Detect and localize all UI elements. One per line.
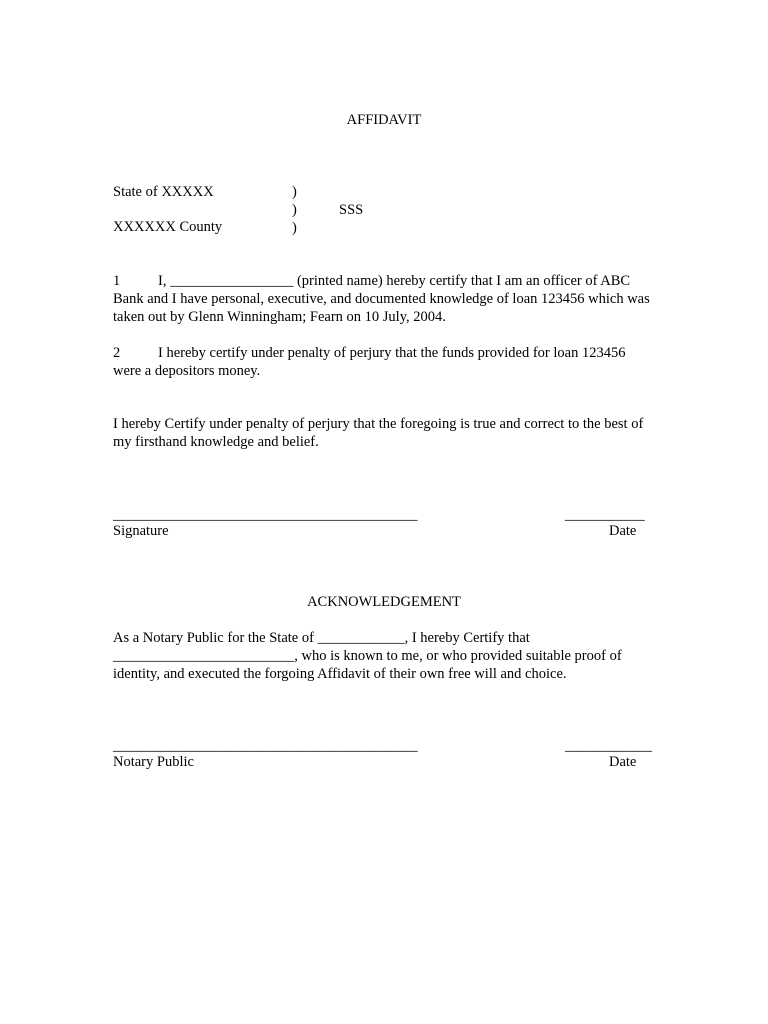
venue-state: State of XXXXX <box>113 184 214 200</box>
acknowledgement-line-3: identity, and executed the forgoing Affidavit of their own free will and choice. <box>113 666 567 682</box>
date-label: Date <box>609 523 637 539</box>
acknowledgement-line-1: As a Notary Public for the State of ____________, I hereby Certify that <box>113 630 530 646</box>
paragraph-number: 2 <box>113 345 121 361</box>
notary-signature-line: __________________________________________ <box>113 738 418 754</box>
paragraph-text: I hereby certify under penalty of perjury that the funds provided for loan 123456 were a depositors money. <box>113 345 626 379</box>
venue-paren-2: ) <box>292 202 297 218</box>
notary-public-label: Notary Public <box>113 754 194 770</box>
certification-statement: I hereby Certify under penalty of perjury that the foregoing is true and correct to the best of my firsthand knowledge and belief. <box>113 416 644 450</box>
notary-date-line: ____________ <box>565 738 652 754</box>
signature-label: Signature <box>113 523 169 539</box>
notary-date-label: Date <box>609 754 637 770</box>
acknowledgement-line-2: _________________________, who is known to me, or who provided suitable proof of <box>113 648 622 664</box>
acknowledgement-title: ACKNOWLEDGEMENT <box>307 594 461 610</box>
signature-line: __________________________________________ <box>113 507 418 523</box>
venue-county: XXXXXX County <box>113 219 223 235</box>
document-title: AFFIDAVIT <box>346 112 422 128</box>
paragraph-2 <box>113 344 653 380</box>
venue-paren-1: ) <box>292 184 297 200</box>
venue-paren-3: ) <box>292 220 297 236</box>
paragraph-1 <box>113 272 653 326</box>
venue-sss: SSS <box>339 202 364 218</box>
paragraph-number: 1 <box>113 273 121 289</box>
paragraph-text: I, _________________ (printed name) hereby certify that I am an officer of ABC Bank and I have personal, executive, and documented knowledge of loan 123456 which was taken out by Glenn Winningham; Fearn on 10 July, 2004. <box>113 273 650 325</box>
date-line: ___________ <box>565 507 645 523</box>
